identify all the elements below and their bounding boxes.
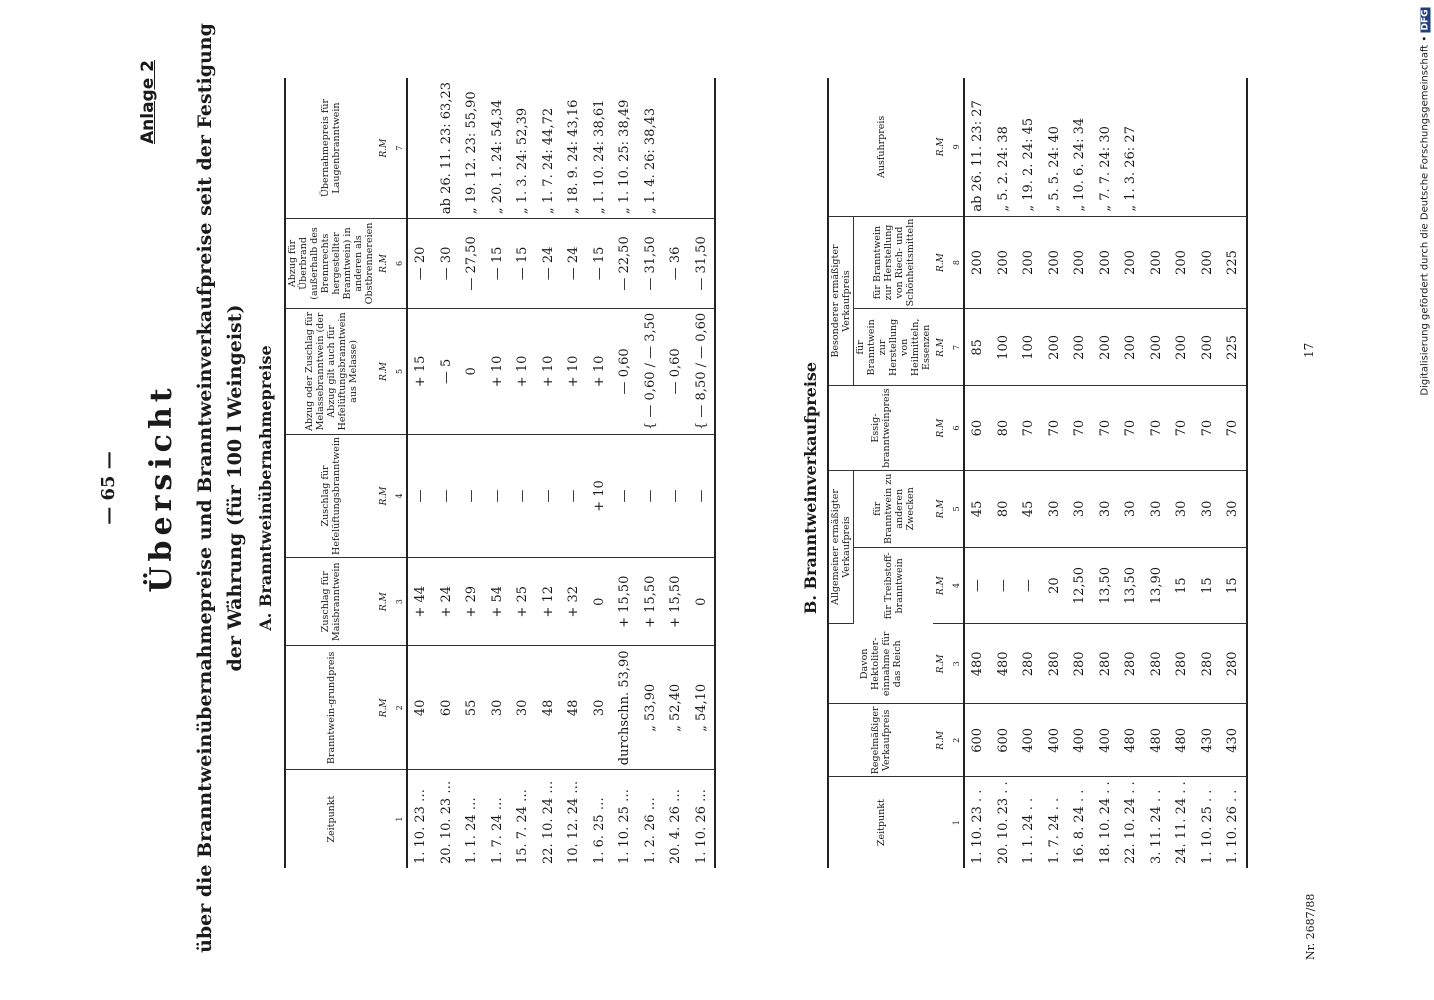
table-cell: „ 5. 2. 24: 38 (991, 78, 1017, 216)
table-cell: 15 (1169, 547, 1195, 624)
table-cell: 16. 8. 24 . . (1072, 789, 1088, 864)
table-cell: „ 20. 1. 24: 54,34 (485, 78, 511, 219)
table-cell: 200 (991, 216, 1017, 309)
unit-label: R.M (376, 308, 392, 434)
table-b-row (1144, 78, 1170, 868)
table-cell: { — 0,60 / — 3,50 (638, 308, 664, 434)
table-cell: „ 19. 12. 23: 55,90 (459, 78, 485, 219)
table-b-header: für Treibstoff-branntwein (854, 547, 934, 624)
table-cell: 30 (510, 646, 536, 770)
table-cell: — (561, 435, 587, 558)
column-number: 4 (949, 547, 964, 624)
table-a-row (536, 78, 562, 868)
table-cell: — 36 (663, 219, 689, 309)
table-cell: — 20 (407, 219, 434, 309)
table-b-row (1195, 78, 1221, 868)
table-cell: 22. 10. 24 … (540, 780, 556, 864)
table-cell (407, 78, 434, 219)
table-cell: 200 (1195, 309, 1221, 386)
table-cell: 280 (1144, 624, 1170, 704)
table-cell: — (510, 435, 536, 558)
table-b-row (1016, 78, 1042, 868)
table-cell: + 54 (485, 557, 511, 645)
unit-label: R.M (376, 646, 392, 770)
table-cell: „ 1. 3. 26: 27 (1118, 78, 1144, 216)
column-number: 3 (949, 624, 964, 704)
table-b-row (1118, 78, 1144, 868)
table-cell (663, 78, 689, 219)
table-cell: 200 (1118, 216, 1144, 309)
table-cell: — 15 (485, 219, 511, 309)
table-cell: 1. 10. 26 . . (1220, 777, 1247, 868)
table-cell: { — 8,50 / — 0,60 (689, 308, 716, 434)
table-a-row (587, 78, 613, 868)
table-cell: — 22,50 (612, 219, 638, 309)
dfg-footer: Digitalisierung gefördert durch die Deutsche Forschungsgemeinschaft • DFG (1419, 9, 1431, 396)
table-cell: 225 (1220, 309, 1247, 386)
table-cell: — 15 (587, 219, 613, 309)
table-cell: 30 (1195, 470, 1221, 547)
table-cell: 1. 10. 26 … (689, 770, 716, 868)
table-cell: — (612, 435, 638, 558)
unit-label: R.M (933, 547, 949, 624)
table-cell: 55 (459, 646, 485, 770)
table-cell: 45 (1016, 470, 1042, 547)
table-cell: — 24 (536, 219, 562, 309)
table-cell: 10. 12. 24 … (566, 780, 582, 864)
table-a-row (663, 78, 689, 868)
column-number: 4 (392, 435, 407, 558)
column-number: 7 (949, 309, 964, 386)
table-cell: 1. 6. 25 … (591, 797, 607, 864)
document-number: Nr. 2687/88 (1304, 893, 1317, 960)
table-cell: 225 (1220, 216, 1247, 309)
column-number: 1 (392, 770, 407, 868)
table-cell: — 15 (510, 219, 536, 309)
column-number: 3 (392, 557, 407, 645)
table-cell: 18. 10. 24 . . (1097, 781, 1113, 864)
table-cell: ab 26. 11. 23: 27 (964, 78, 991, 216)
table-cell: 20 (1042, 547, 1068, 624)
table-cell: 70 (1067, 386, 1093, 470)
table-b-header: für Branntwein zur Herstellung von Heilmitteln, Essenzen (854, 309, 934, 386)
column-number: 2 (392, 646, 407, 770)
table-cell: 1. 7. 24 . . (1046, 797, 1062, 864)
table-cell: — (434, 435, 460, 558)
table-cell: 70 (1093, 386, 1119, 470)
column-number: 5 (949, 470, 964, 547)
table-cell: 0 (587, 557, 613, 645)
table-cell: 200 (1169, 309, 1195, 386)
unit-label (376, 770, 392, 868)
table-cell: „ 19. 2. 24: 45 (1016, 78, 1042, 216)
table-cell: „ 7. 7. 24: 30 (1093, 78, 1119, 216)
table-cell: 15 (1195, 547, 1221, 624)
table-cell: 20. 4. 26 … (668, 788, 684, 864)
table-cell: „ 5. 5. 24: 40 (1042, 78, 1068, 216)
unit-label (933, 777, 949, 868)
dfg-logo: DFG (1420, 9, 1431, 31)
table-b-header: Zeitpunkt (828, 777, 933, 868)
table-cell: 280 (1093, 624, 1119, 704)
column-number: 8 (949, 216, 964, 309)
table-b-row (1169, 78, 1195, 868)
table-cell: 30 (1067, 470, 1093, 547)
table-cell: 480 (991, 624, 1017, 704)
table-cell: 280 (1118, 624, 1144, 704)
table-cell: 30 (1093, 470, 1119, 547)
table-cell: 60 (964, 386, 991, 470)
table-cell: 1. 10. 25 . . (1199, 789, 1215, 864)
table-b-header: Davon Hektoliter-einnahme für das Reich (828, 624, 933, 704)
table-a-row (561, 78, 587, 868)
table-cell: — 5 (434, 308, 460, 434)
column-number: 6 (949, 386, 964, 470)
unit-label: R.M (376, 557, 392, 645)
table-cell: 15 (1220, 547, 1247, 624)
table-cell: 1. 1. 24 … (464, 797, 480, 864)
table-a-row (407, 78, 434, 868)
table-cell: 3. 11. 24 . . (1148, 789, 1164, 864)
table-b-header: für Branntwein zu anderen Zwecken (854, 470, 934, 547)
table-cell: 70 (1144, 386, 1170, 470)
table-cell: 100 (1016, 309, 1042, 386)
unit-label: R.M (933, 216, 949, 309)
table-a-header: Übernahmepreis für Laugenbranntwein (285, 78, 376, 219)
table-cell (689, 78, 716, 219)
table-cell: 400 (1093, 704, 1119, 777)
table-cell: 12,50 (1067, 547, 1093, 624)
unit-label: R.M (933, 704, 949, 777)
table-cell: 280 (1169, 624, 1195, 704)
table-cell: — 27,50 (459, 219, 485, 309)
table-cell: 280 (1067, 624, 1093, 704)
table-b-row (964, 78, 991, 868)
table-cell: — 31,50 (638, 219, 664, 309)
table-cell: 30 (485, 646, 511, 770)
table-cell: 45 (964, 470, 991, 547)
table-cell: 600 (964, 704, 991, 777)
table-cell: + 25 (510, 557, 536, 645)
page-subtitle-1: über die Branntweinübernahmepreise und Branntweinverkaufpreise seit der Festigung (194, 23, 216, 953)
table-cell: + 10 (536, 308, 562, 434)
table-cell: 280 (1042, 624, 1068, 704)
table-cell: 200 (1042, 309, 1068, 386)
unit-label: R.M (933, 309, 949, 386)
table-cell: 600 (991, 704, 1017, 777)
table-cell: 200 (964, 216, 991, 309)
table-a-row (689, 78, 716, 868)
table-cell: — (485, 435, 511, 558)
table-b-row (991, 78, 1017, 868)
table-cell: 80 (991, 386, 1017, 470)
section-a-title: A. Branntweinübernahmepreise (256, 345, 275, 631)
table-cell: 480 (1169, 704, 1195, 777)
table-cell: 400 (1067, 704, 1093, 777)
table-cell: 1. 1. 24 . . (1021, 797, 1037, 864)
unit-label: R.M (933, 78, 949, 216)
unit-label: R.M (933, 470, 949, 547)
column-number: 9 (949, 78, 964, 216)
table-cell: — (638, 435, 664, 558)
table-cell: + 15 (407, 308, 434, 434)
table-cell: 30 (1118, 470, 1144, 547)
table-cell: 400 (1016, 704, 1042, 777)
table-cell: durchschn. 53,90 (612, 646, 638, 770)
table-cell: + 44 (407, 557, 434, 645)
table-cell: 280 (1016, 624, 1042, 704)
table-cell: 70 (1195, 386, 1221, 470)
table-cell: 200 (1118, 309, 1144, 386)
column-number: 1 (949, 777, 964, 868)
table-cell: + 10 (587, 435, 613, 558)
table-cell: + 10 (485, 308, 511, 434)
table-cell: „ 1. 7. 24: 44,72 (536, 78, 562, 219)
page-number: — 65 — (98, 451, 119, 525)
table-cell: 60 (434, 646, 460, 770)
table-cell: 200 (1016, 216, 1042, 309)
table-b-row (1042, 78, 1068, 868)
table-cell: 13,90 (1144, 547, 1170, 624)
table-cell: 30 (587, 646, 613, 770)
table-b-row (1067, 78, 1093, 868)
table-a (284, 78, 716, 868)
table-cell: „ 1. 4. 26: 38,43 (638, 78, 664, 219)
table-cell: „ 18. 9. 24: 43,16 (561, 78, 587, 219)
table-a-row (485, 78, 511, 868)
table-cell: 30 (1220, 470, 1247, 547)
table-cell (1195, 78, 1221, 216)
table-cell: — (964, 547, 991, 624)
unit-label: R.M (933, 624, 949, 704)
table-cell: „ 54,10 (689, 646, 716, 770)
table-cell: — (459, 435, 485, 558)
unit-label: R.M (376, 78, 392, 219)
table-cell: 24. 11. 24 . . (1174, 781, 1190, 864)
unit-label: R.M (376, 435, 392, 558)
table-b-header: Essig-branntweinpreis (828, 386, 933, 470)
table-cell: 100 (991, 309, 1017, 386)
table-cell: 200 (1042, 216, 1068, 309)
table-cell: „ 1. 3. 24: 52,39 (510, 78, 536, 219)
table-cell: 200 (1067, 216, 1093, 309)
table-cell: 13,50 (1093, 547, 1119, 624)
table-cell: 1. 10. 23 . . (970, 789, 986, 864)
table-cell: — (407, 435, 434, 558)
table-cell: 480 (964, 624, 991, 704)
table-cell: 200 (1093, 216, 1119, 309)
table-cell: 280 (1195, 624, 1221, 704)
table-cell: — 0,60 (663, 308, 689, 434)
dfg-footer-text: Digitalisierung gefördert durch die Deutsche Forschungsgemeinschaft (1419, 44, 1431, 396)
table-cell: 400 (1042, 704, 1068, 777)
table-cell: + 32 (561, 557, 587, 645)
table-cell: 200 (1067, 309, 1093, 386)
table-cell: + 15,50 (612, 557, 638, 645)
table-cell: 1. 7. 24 … (489, 797, 505, 864)
table-cell: + 15,50 (663, 557, 689, 645)
table-a-row (638, 78, 664, 868)
table-cell: + 15,50 (638, 557, 664, 645)
table-cell: „ 1. 10. 25: 38,49 (612, 78, 638, 219)
table-b (827, 78, 1248, 868)
table-cell: 85 (964, 309, 991, 386)
table-b-header: für Branntwein zur Herstellung von Riech- und Schönheitsmitteln (854, 216, 934, 309)
table-cell: 1. 2. 26 … (642, 797, 658, 864)
table-cell: „ 53,90 (638, 646, 664, 770)
table-cell: 480 (1144, 704, 1170, 777)
table-cell: 0 (689, 557, 716, 645)
section-b-title: B. Branntweinverkaufpreise (801, 361, 820, 615)
table-cell (1220, 78, 1247, 216)
table-a-row (459, 78, 485, 868)
table-cell: 0 (459, 308, 485, 434)
column-number: 5 (392, 308, 407, 434)
column-number: 2 (949, 704, 964, 777)
table-cell: 15. 7. 24 … (515, 788, 531, 864)
column-number: 7 (392, 78, 407, 219)
table-cell: — 0,60 (612, 308, 638, 434)
table-a-row (612, 78, 638, 868)
table-cell: 30 (1169, 470, 1195, 547)
table-a-header: Abzug für Überbrand (außerhalb des Brennrechts hergestellter Branntwein) in anderen als Obstbrennereien (285, 219, 376, 309)
table-cell: 40 (407, 646, 434, 770)
table-cell: — 31,50 (689, 219, 716, 309)
table-cell: „ 1. 10. 24: 38,61 (587, 78, 613, 219)
table-cell: 48 (536, 646, 562, 770)
page-subtitle-2: der Währung (für 100 l Weingeist) (224, 304, 246, 672)
table-cell: + 10 (587, 308, 613, 434)
table-cell: + 29 (459, 557, 485, 645)
table-cell: 200 (1144, 309, 1170, 386)
table-cell: 20. 10. 23 … (438, 780, 454, 864)
table-cell: — (689, 435, 716, 558)
rotated-page (2, 0, 1434, 988)
table-a-header: Zuschlag für Hefelüftungsbranntwein (285, 435, 376, 558)
table-cell: 70 (1118, 386, 1144, 470)
table-cell: + 10 (510, 308, 536, 434)
table-cell: 30 (1144, 470, 1170, 547)
table-cell: 70 (1220, 386, 1247, 470)
table-cell: 70 (1169, 386, 1195, 470)
table-b-group-header: Besonderer ermäßigter Verkaufpreis (828, 216, 854, 386)
table-cell: 430 (1195, 704, 1221, 777)
table-b-row (1220, 78, 1247, 868)
table-cell: ab 26. 11. 23: 63,23 (434, 78, 460, 219)
table-cell: 48 (561, 646, 587, 770)
table-cell: „ 10. 6. 24: 34 (1067, 78, 1093, 216)
table-cell: 20. 10. 23 . . (995, 781, 1011, 864)
table-cell: + 24 (434, 557, 460, 645)
table-cell: 430 (1220, 704, 1247, 777)
table-cell: 200 (1093, 309, 1119, 386)
table-b-header: Regelmäßiger Verkaufpreis (828, 704, 933, 777)
table-cell: 30 (1042, 470, 1068, 547)
table-cell (1144, 78, 1170, 216)
table-cell: 200 (1195, 216, 1221, 309)
table-a-row (434, 78, 460, 868)
table-cell: „ 52,40 (663, 646, 689, 770)
table-cell: + 12 (536, 557, 562, 645)
table-cell: 1. 10. 23 … (413, 788, 429, 864)
table-a-row (510, 78, 536, 868)
table-cell: 80 (991, 470, 1017, 547)
table-cell: 70 (1042, 386, 1068, 470)
table-cell: 70 (1016, 386, 1042, 470)
table-b-group-header: Allgemeiner ermäßigter Verkaufpreis (828, 470, 854, 624)
table-b-row (1093, 78, 1119, 868)
table-cell: — (536, 435, 562, 558)
table-cell (1169, 78, 1195, 216)
annex-label: Anlage 2 (138, 59, 158, 144)
table-cell: 1. 10. 25 … (617, 788, 633, 864)
table-cell: — (663, 435, 689, 558)
table-b-header: Ausfuhrpreis (828, 78, 933, 216)
table-cell: 200 (1144, 216, 1170, 309)
table-a-header: Abzug oder Zuschlag für Melassebranntwein (der Abzug gilt auch für Hefelüftungsbranntwein aus Melasse) (285, 308, 376, 434)
table-cell: — (1016, 547, 1042, 624)
table-cell: 480 (1118, 704, 1144, 777)
table-cell: — (991, 547, 1017, 624)
unit-label: R.M (376, 219, 392, 309)
sheet-number: 17 (1302, 342, 1316, 358)
column-number: 6 (392, 219, 407, 309)
table-cell: — 24 (561, 219, 587, 309)
table-cell: 13,50 (1118, 547, 1144, 624)
table-a-header: Zeitpunkt (285, 770, 376, 868)
table-a-header: Zuschlag für Maisbranntwein (285, 557, 376, 645)
unit-label: R.M (933, 386, 949, 470)
table-cell: 200 (1169, 216, 1195, 309)
table-cell: — 30 (434, 219, 460, 309)
table-cell: 280 (1220, 624, 1247, 704)
page-title: Übersicht (144, 383, 179, 593)
table-cell: 22. 10. 24 . . (1123, 781, 1139, 864)
table-a-header: Branntwein-grundpreis (285, 646, 376, 770)
table-cell: + 10 (561, 308, 587, 434)
